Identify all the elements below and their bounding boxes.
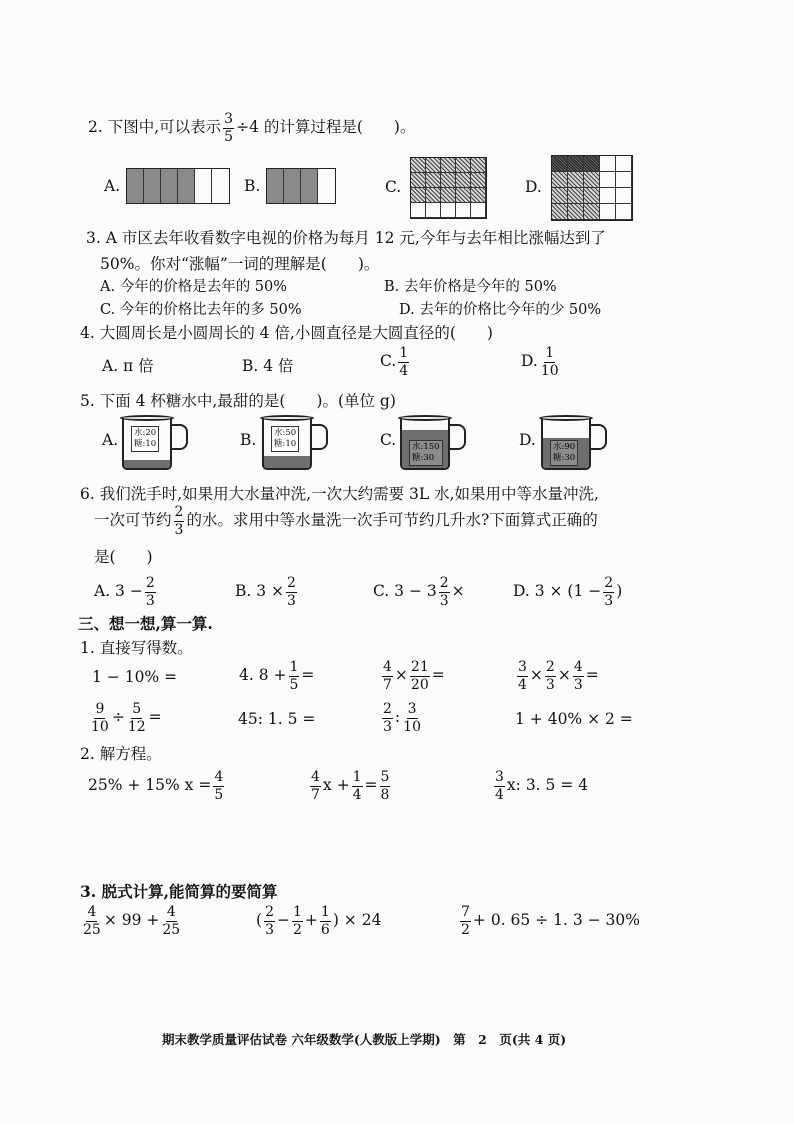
numerator: 3: [224, 111, 234, 127]
denominator: 3: [265, 921, 274, 938]
denominator: 4: [495, 786, 504, 803]
cell: [616, 204, 632, 220]
cell: [471, 173, 486, 188]
step-calc-2: [256, 905, 381, 937]
text: =: [431, 666, 445, 685]
cell: [584, 188, 600, 204]
operator: ÷: [111, 708, 125, 727]
denominator: 4: [518, 676, 527, 693]
text: =: [148, 708, 162, 727]
q6-option-d: [513, 576, 622, 608]
operator: ×: [557, 666, 571, 685]
fraction: [310, 770, 321, 802]
sugar-water-cup-d: [541, 418, 591, 470]
calc-r1c4: [515, 660, 599, 692]
fraction: [82, 905, 102, 937]
fraction: [545, 660, 556, 692]
cell: [584, 204, 600, 220]
fraction: [494, 770, 505, 802]
denominator: 4: [399, 362, 409, 379]
fraction: [213, 770, 224, 802]
numerator: 1: [289, 659, 299, 675]
q5-option-b-label: B.: [240, 431, 257, 449]
denominator: 6: [320, 921, 330, 938]
q3-option-d: D. 去年的价格比今年的少 50%: [399, 302, 602, 318]
sugar-water-cup-a: [122, 418, 172, 470]
sugar-water-cup-b: [262, 418, 312, 470]
numerator: 3: [518, 659, 527, 675]
cell: [411, 203, 426, 218]
sugar-amount: 糖:30: [553, 453, 576, 463]
sugar-amount: 糖:30: [412, 453, 435, 463]
numerator: 4: [87, 904, 97, 920]
cell: [456, 158, 471, 173]
cell: [568, 172, 584, 188]
numerator: 2: [545, 659, 555, 675]
fraction: [573, 660, 584, 692]
cell: [584, 172, 600, 188]
numerator: 1: [320, 904, 330, 920]
numerator: 2: [287, 575, 296, 591]
denominator: 20: [410, 676, 429, 693]
water-level: [264, 456, 310, 468]
q5-option-d-label: D.: [519, 431, 536, 449]
fraction: [517, 660, 528, 692]
cup-label: [550, 440, 578, 466]
cell: [301, 169, 318, 203]
numerator: 2: [604, 575, 614, 591]
cell: [616, 172, 632, 188]
option-label: C.: [380, 352, 397, 371]
numerator: 1: [545, 345, 555, 361]
water-level: [124, 460, 170, 468]
fraction: [174, 505, 185, 537]
q4-option-a: A. π 倍: [102, 357, 154, 375]
cell: [456, 203, 471, 218]
calc-r1c2: [239, 660, 314, 692]
denominator: 4: [352, 786, 362, 803]
operator: +: [304, 911, 318, 930]
fraction: [289, 660, 300, 692]
denominator: 3: [145, 592, 155, 609]
equation-1: [88, 770, 226, 802]
q4-option-c: [380, 346, 411, 378]
denominator: 3: [545, 676, 555, 693]
fraction: [264, 905, 275, 937]
calc-r2c2: 45: 1. 5 =: [238, 710, 316, 728]
option-text: ): [616, 582, 623, 601]
cell: [600, 188, 616, 204]
calc-r1c1: 1 − 10% =: [92, 668, 178, 686]
operator: =: [364, 776, 378, 795]
numerator: 4: [214, 769, 224, 785]
numerator: 9: [95, 701, 105, 717]
q3-option-c: C. 今年的价格比去年的多 50%: [100, 302, 302, 318]
option-text: C. 3 − 3: [373, 582, 437, 601]
sugar-water-cup-c: [400, 418, 450, 470]
cell: [195, 169, 212, 203]
water-amount: 水:20: [134, 428, 157, 438]
denominator: 25: [83, 921, 101, 938]
q2-figure-a: [126, 168, 230, 204]
cell: [456, 188, 471, 203]
option-text: B. 3 ×: [235, 582, 285, 601]
calc-r2c4: 1 + 40% × 2 =: [515, 710, 633, 728]
cup-handle: [591, 424, 607, 450]
page-footer: 期末教学质量评估试卷 六年级数学(人教版上学期) 第 2 页(共 4 页): [162, 1032, 567, 1047]
q3-line1: 3. A 市区去年收看数字电视的价格为每月 12 元,今年与去年相比涨幅达到了: [86, 229, 606, 247]
fraction: [161, 905, 181, 937]
q5-option-a-label: A.: [102, 431, 119, 449]
cell: [616, 188, 632, 204]
numerator: 4: [166, 904, 176, 920]
operator: −: [276, 911, 290, 930]
numerator: 5: [380, 769, 390, 785]
numerator: 2: [383, 701, 392, 717]
text: 一次可节约: [94, 511, 172, 530]
denominator: 8: [380, 786, 390, 803]
step-calc-3: [458, 905, 640, 937]
q2-option-a-label: A.: [104, 177, 121, 195]
q6-line1: 6. 我们洗手时,如果用大水量冲洗,一次大约需要 3L 水,如果用中等水量冲洗,: [80, 485, 599, 503]
numerator: 1: [352, 769, 362, 785]
paren: (: [256, 911, 263, 930]
cell: [178, 169, 195, 203]
denominator: 12: [127, 718, 146, 735]
numerator: 4: [573, 659, 583, 675]
step-calc-1: [80, 905, 183, 937]
sugar-amount: 糖:10: [134, 439, 157, 449]
cell: [212, 169, 229, 203]
q6-line3: 是( ): [94, 548, 153, 566]
operator: :: [394, 708, 401, 727]
cell: [161, 169, 178, 203]
numerator: 3: [407, 701, 417, 717]
numerator: 2: [145, 575, 155, 591]
denominator: 10: [91, 718, 109, 735]
q2-option-b-label: B.: [244, 177, 261, 195]
option-text: ×: [451, 582, 465, 601]
fraction: [320, 905, 331, 937]
q2-option-c-label: C.: [385, 178, 402, 196]
text: =: [585, 666, 599, 685]
equation-2: [308, 770, 392, 802]
cell: [267, 169, 284, 203]
denominator: 5: [214, 786, 224, 803]
numerator: 3: [495, 769, 504, 785]
text: 25% + 15% x =: [88, 776, 212, 795]
fraction: [286, 576, 297, 608]
fraction: [223, 112, 234, 144]
numerator: 7: [461, 904, 470, 920]
q2-stem: [88, 112, 415, 144]
subsection-3-title: 3. 脱式计算,能简算的要简算: [80, 882, 278, 901]
cell: [552, 188, 568, 204]
denominator: 2: [461, 921, 470, 938]
fraction: [380, 770, 391, 802]
cell: [441, 203, 456, 218]
equation-3: [492, 770, 588, 802]
q3-option-a: A. 今年的价格是去年的 50%: [100, 279, 288, 295]
q2-text-post: ÷4 的计算过程是( )。: [236, 118, 416, 137]
q6-line2: [94, 505, 598, 537]
text: 4. 8 +: [239, 666, 287, 685]
cell: [127, 169, 144, 203]
denominator: 10: [403, 718, 421, 735]
fraction: [90, 702, 110, 734]
cell: [552, 156, 568, 172]
fraction: [398, 346, 409, 378]
q4-stem: 4. 大圆周长是小圆周长的 4 倍,小圆直径是大圆直径的( ): [80, 324, 493, 342]
q2-figure-b: [266, 168, 336, 204]
q3-line2: 50%。你对“涨幅”一词的理解是( )。: [100, 255, 380, 273]
denominator: 3: [287, 592, 296, 609]
cell: [552, 204, 568, 220]
fraction: [540, 346, 560, 378]
calc-r1c3: [380, 660, 445, 692]
numerator: 21: [410, 659, 429, 675]
q5-option-c-label: C.: [380, 431, 397, 449]
cell: [441, 188, 456, 203]
text: + 0. 65 ÷ 1. 3 − 30%: [472, 911, 640, 930]
cup-label: [271, 426, 299, 452]
q4-option-b: B. 4 倍: [242, 357, 294, 375]
cell: [471, 203, 486, 218]
water-amount: 水:150: [412, 442, 440, 452]
cell: [471, 158, 486, 173]
denominator: 3: [383, 718, 392, 735]
cell: [441, 173, 456, 188]
numerator: 2: [174, 504, 184, 520]
cell: [411, 188, 426, 203]
cell: [568, 204, 584, 220]
fraction: [382, 660, 393, 692]
q2-text-pre: 2. 下图中,可以表示: [88, 118, 222, 137]
section-3-title: 三、想一想,算一算.: [78, 614, 213, 633]
numerator: 2: [265, 904, 274, 920]
numerator: 1: [399, 345, 409, 361]
cell: [600, 156, 616, 172]
numerator: 4: [311, 769, 320, 785]
denominator: 3: [439, 592, 449, 609]
text: x: 3. 5 = 4: [506, 776, 589, 795]
cell: [144, 169, 161, 203]
cell: [284, 169, 301, 203]
cell: [426, 188, 441, 203]
cell: [456, 173, 471, 188]
fraction: [145, 576, 156, 608]
q6-option-b: [235, 576, 299, 608]
cell: [568, 188, 584, 204]
text: 的水。求用中等水量洗一次手可节约几升水?下面算式正确的: [186, 511, 598, 530]
cup-handle: [312, 424, 328, 450]
text: × 99 +: [103, 911, 160, 930]
cell: [568, 156, 584, 172]
cell: [471, 188, 486, 203]
sugar-amount: 糖:10: [274, 439, 297, 449]
denominator: 7: [383, 676, 392, 693]
q2-option-d-label: D.: [525, 178, 542, 196]
cell: [318, 169, 335, 203]
cell: [426, 203, 441, 218]
numerator: 2: [439, 575, 449, 591]
fraction: [292, 905, 303, 937]
text: ) × 24: [332, 911, 382, 930]
q5-stem: 5. 下面 4 杯糖水中,最甜的是( )。(单位 g): [80, 392, 396, 410]
cell: [600, 172, 616, 188]
option-text: A. 3 −: [94, 582, 143, 601]
cell: [411, 173, 426, 188]
q3-option-b: B. 去年价格是今年的 50%: [384, 279, 557, 295]
denominator: 5: [224, 128, 234, 145]
cell: [616, 156, 632, 172]
cell: [600, 204, 616, 220]
operator: ×: [394, 666, 408, 685]
option-label: D.: [521, 352, 538, 371]
q6-option-c: [373, 576, 465, 608]
q4-option-d: [521, 346, 562, 378]
denominator: 2: [292, 921, 302, 938]
text: =: [301, 666, 315, 685]
text: x +: [322, 776, 350, 795]
calc-r2c1: [88, 702, 162, 734]
q6-option-a: [94, 576, 158, 608]
cell: [441, 158, 456, 173]
fraction: [382, 702, 393, 734]
cell: [411, 158, 426, 173]
subsection-1-title: 1. 直接写得数。: [80, 639, 193, 657]
cell: [426, 173, 441, 188]
cup-label: [409, 440, 443, 466]
cup-handle: [450, 424, 466, 450]
fraction: [439, 576, 450, 608]
cell: [426, 158, 441, 173]
water-amount: 水:90: [553, 442, 576, 452]
fraction: [352, 770, 363, 802]
calc-r2c3: [380, 702, 424, 734]
denominator: 3: [174, 521, 184, 538]
cup-label: [131, 426, 159, 452]
denominator: 3: [573, 676, 583, 693]
subsection-2-title: 2. 解方程。: [80, 745, 162, 763]
q2-figure-c: [410, 157, 487, 219]
fraction: [460, 905, 471, 937]
cell: [552, 172, 568, 188]
operator: ×: [529, 666, 543, 685]
q2-figure-d: [551, 155, 633, 221]
fraction: [127, 702, 147, 734]
fraction: [402, 702, 422, 734]
denominator: 5: [289, 676, 299, 693]
fraction: [603, 576, 614, 608]
numerator: 5: [132, 701, 142, 717]
denominator: 10: [540, 362, 559, 379]
cell: [584, 156, 600, 172]
denominator: 3: [604, 592, 614, 609]
option-text: D. 3 × (1 −: [513, 582, 602, 601]
numerator: 4: [383, 659, 392, 675]
water-amount: 水:50: [274, 428, 297, 438]
denominator: 7: [311, 786, 320, 803]
denominator: 25: [162, 921, 181, 938]
numerator: 1: [292, 904, 302, 920]
cup-handle: [172, 424, 188, 450]
fraction: [410, 660, 430, 692]
